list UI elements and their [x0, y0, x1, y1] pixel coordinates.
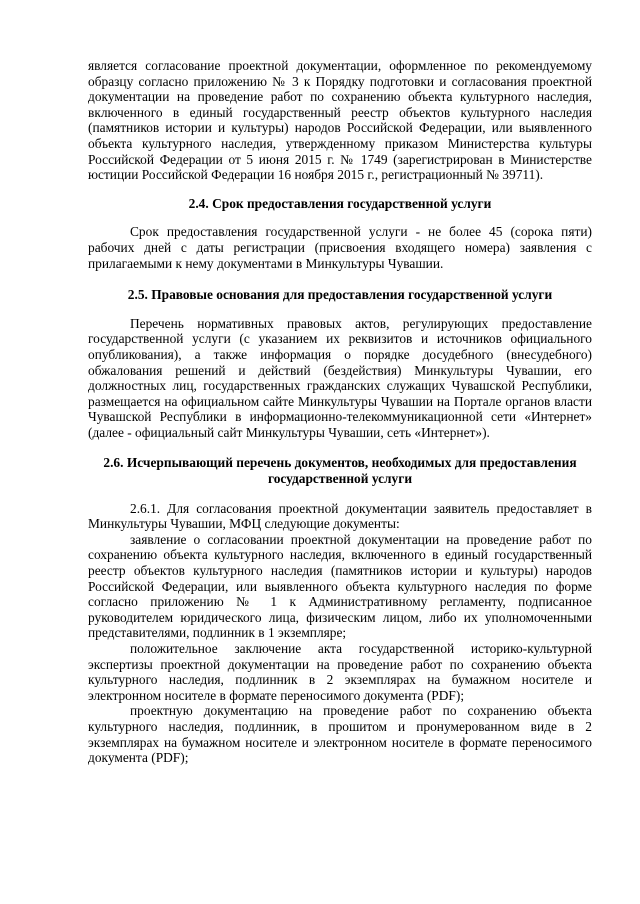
paragraph-legal-basis: Перечень нормативных правовых актов, регулирующих предоставление государственной услуги (с указанием их реквизитов и источников официального опубликования), а также информация о порядке досудебного (внесудебного) обжалования решений и действий (бездействия) Минкультуры Чувашии, его должностных лиц, государственных гражданских служащих Чувашской Республики, размещается на официальном сайте Минкультуры Чувашии на Портале органов власти Чувашской Республики в информационно-телекоммуникационной сети «Интернет» (далее - официальный сайт Минкультуры Чувашии, сеть «Интернет»).	[88, 315, 592, 440]
paragraph-2-6-1: 2.6.1. Для согласования проектной документации заявитель предоставляет в Минкультуры Чувашии, МФЦ следующие документы:	[88, 500, 592, 532]
document-page	[88, 58, 592, 766]
paragraph-service-term: Срок предоставления государственной услуги - не более 45 (сорока пяти) рабочих дней с даты регистрации (присвоения входящего номера) заявления с прилагаемыми к нему документами в Минкультуры Чувашии.	[88, 224, 592, 271]
paragraph-application: заявление о согласовании проектной документации на проведение работ по сохранению объекта культурного наследия, включенного в единый государственный реестр объектов культурного наследия (памятников истории и культуры) народов Российской Федерации, или выявленного объекта культурного наследия по форме согласно приложению № 1 к Административному регламенту, подписанное руководителем юридического лица, физическим лицом, либо их уполномоченными представителями, подлинник в 1 экземпляре;	[88, 531, 592, 641]
heading-2-4: 2.4. Срок предоставления государственной услуги	[188, 195, 492, 211]
heading-2-6: 2.6. Исчерпывающий перечень документов, необходимых для предоставления государственной услуги	[103, 455, 577, 487]
heading-2-5: 2.5. Правовые основания для предоставления государственной услуги	[127, 287, 553, 303]
paragraph-approval-result: является согласование проектной документации, оформленное по рекомендуемому образцу согласно приложению № 3 к Порядку подготовки и согласования проектной документации на проведение работ по сохранению объекта культурного наследия, включенного в единый государственный реестр объектов культурного наследия (памятников истории и культуры) народов Российской Федерации, или выявленного объекта культурного наследия, утвержденному приказом Министерства культуры Российской Федерации от 5 июня 2015 г. № 1749 (зарегистрирован в Министерстве юстиции Российской Федерации 16 ноября 2015 г., регистрационный № 39711).	[88, 58, 592, 183]
paragraph-expertise: положительное заключение акта государственной историко-культурной экспертизы проектной документации на проведение работ по сохранению объекта культурного наследия, подлинник в 2 экземплярах на бумажном носителе и электронном носителе в формате переносимого документа (PDF);	[88, 641, 592, 703]
paragraph-project-docs: проектную документацию на проведение работ по сохранению объекта культурного наследия, подлинник, в прошитом и пронумерованном виде в 2 экземплярах на бумажном носителе и электронном носителе в формате переносимого документа (PDF);	[88, 703, 592, 766]
